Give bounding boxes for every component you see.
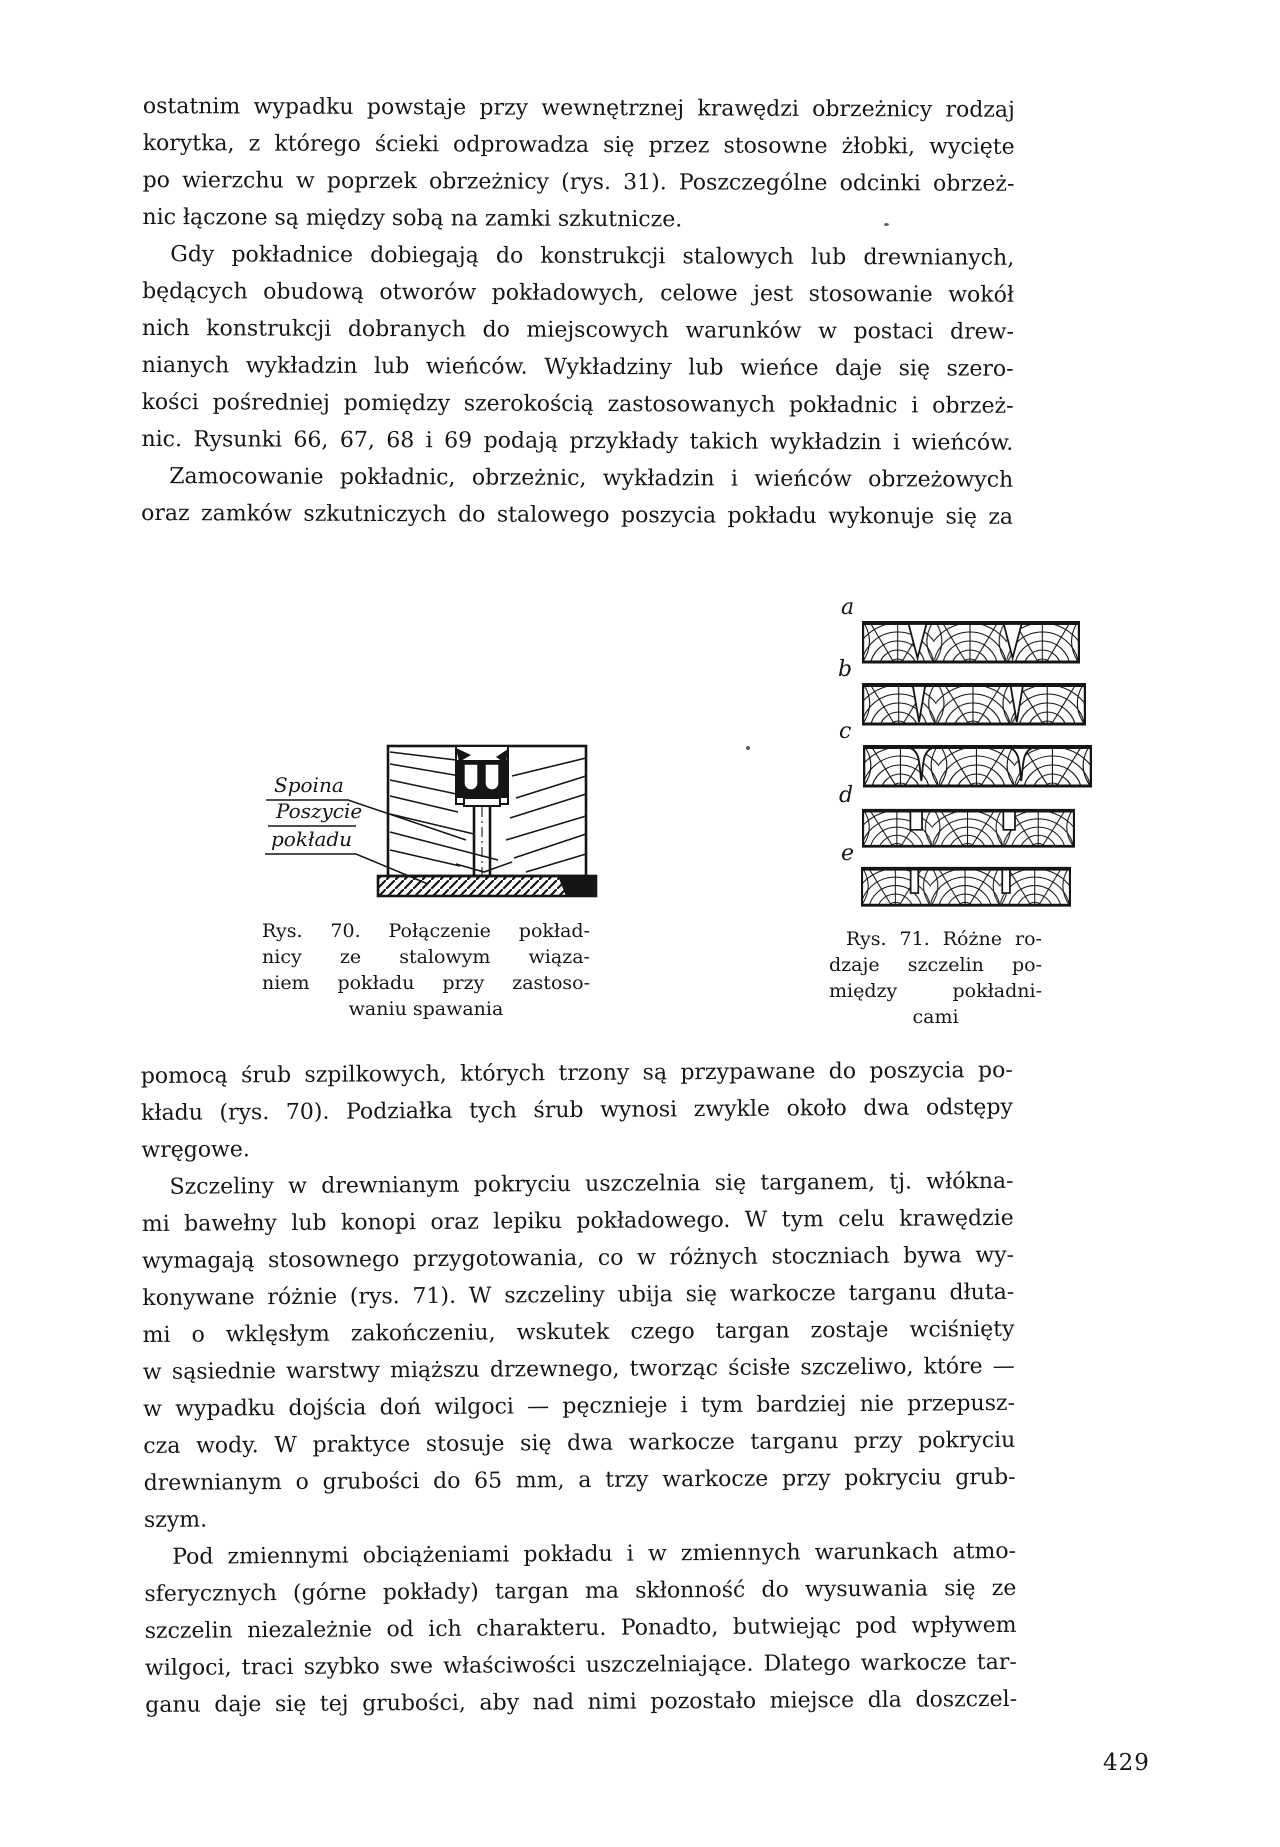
text-line: w sąsiednie warstwy miąższu drzewnego, tworząc ścisłe szczeliwo, które —: [142, 1353, 1015, 1386]
fig71-strip-e: [861, 865, 1071, 908]
fig70-label-poszycie: Poszycie: [276, 799, 363, 823]
scan-speck: [746, 746, 750, 750]
text-line: wilgoci, traci szybko swe właściwości uszczelniające. Dlatego warkocze tar-: [144, 1649, 1017, 1681]
text-line: będących obudową otworów pokładowych, celowe jest stosowanie wokół: [142, 278, 1015, 308]
text-line: nich konstrukcji dobranych do miejscowych warunków w postaci drew-: [141, 315, 1014, 345]
text-line: Pod zmiennymi obciążeniami pokładu i w zmiennych warunkach atmo-: [172, 1538, 1017, 1570]
fig71-row-label: a: [841, 595, 855, 620]
figure-71: [836, 596, 1092, 912]
text-line: nic. Rysunki 66, 67, 68 i 69 podają przykłady takich wykładzin i wieńców.: [141, 426, 1014, 456]
text-line: nic łączone są między sobą na zamki szkutnicze.: [142, 204, 683, 233]
text-line: mi bawełny lub konopi oraz lepiku pokładowego. W tym celu krawędzie: [141, 1205, 1014, 1238]
caption-line: waniu spawania: [348, 998, 504, 1020]
text-line: szym.: [143, 1507, 208, 1533]
text-line: wręgowe.: [141, 1137, 250, 1164]
text-line: drewnianym o grubości do 65 mm, a trzy warkocze przy pokryciu grub-: [143, 1464, 1016, 1496]
fig71-strip-c: [863, 743, 1092, 789]
caption-line: cami: [912, 1006, 959, 1028]
body-text-upper: [141, 88, 1015, 536]
text-line: kładu (rys. 70). Podziałka tych śrub wynosi zwykle około dwa odstępy: [140, 1094, 1014, 1127]
page-number: 429: [1103, 1750, 1150, 1776]
text-line: korytka, z którego ścieki odprowadza się przez stosowne żłobki, wycięte: [142, 130, 1015, 160]
text-line: pomocą śrub szpilkowych, których trzony są przypawane do poszycia po-: [140, 1057, 1013, 1090]
fig70-caption: [262, 918, 590, 1022]
fig71-row-label: d: [839, 783, 854, 808]
fig71-strip-b: [862, 681, 1086, 727]
fig71-strip-a: [862, 619, 1080, 665]
text-line: konywane różnie (rys. 71). W szczeliny ubija się warkocze targanu dłuta-: [142, 1279, 1015, 1312]
fig71-row-label: e: [841, 841, 855, 866]
figure-70: [260, 736, 600, 906]
text-line: Zamocowanie pokładnic, obrzeżnic, wykładzin i wieńców obrzeżowych: [169, 464, 1014, 493]
steel-plate: [378, 876, 596, 896]
text-line: w wypadku dojścia doń wilgoci — pęcznieje i tym bardziej nie przepusz-: [143, 1390, 1016, 1422]
text-line: oraz zamków szkutniczych do stalowego poszycia pokładu wykonuje się za: [141, 500, 1014, 530]
fig71-row-label: b: [838, 657, 853, 682]
caption-line: dzaje szczelin po-: [829, 954, 1042, 976]
text-line: Gdy pokładnice dobiegają do konstrukcji stalowych lub drewnianych,: [170, 242, 1015, 271]
text-line: nianych wykładzin lub wieńców. Wykładziny lub wieńce daje się szero-: [141, 352, 1014, 382]
caption-line: między pokładni-: [829, 980, 1042, 1002]
fig70-label-spoina: Spoina: [274, 773, 344, 797]
text-line: cza wody. W praktyce stosuje się dwa warkocze targanu przy pokryciu: [143, 1427, 1016, 1459]
text-line: mi o wklęsłym zakończeniu, wskutek czego targan zostaje wciśnięty: [142, 1316, 1015, 1349]
text-line: kości pośredniej pomiędzy szerokością zastosowanych pokładnic i obrzeż-: [141, 389, 1014, 419]
text-line: ganu daje się tej grubości, aby nad nimi pozostało miejsce dla doszczel-: [145, 1686, 1018, 1718]
fig71-row-label: c: [839, 719, 852, 744]
caption-line: Rys. 71. Różne ro-: [846, 928, 1042, 950]
caption-line: Rys. 70. Połączenie pokład-: [262, 920, 590, 942]
caption-line: nicy ze stalowym wiąza-: [262, 946, 590, 968]
fig71-strip-d: [862, 807, 1075, 849]
text-line: ostatnim wypadku powstaje przy wewnętrznej krawędzi obrzeżnicy rodzaj: [142, 93, 1015, 123]
body-text-lower: [141, 1052, 1018, 1724]
text-line: sferycznych (górne pokłady) targan ma skłonność do wysuwania się ze: [144, 1575, 1017, 1607]
text-line: po wierzchu w poprzek obrzeżnicy (rys. 31). Poszczególne odcinki obrzeż-: [142, 167, 1015, 197]
scan-speck: [884, 223, 889, 226]
text-line: Szczeliny w drewnianym pokryciu uszczelnia się targanem, tj. włókna-: [169, 1168, 1014, 1200]
text-line: wymagają stosownego przygotowania, co w różnych stoczniach bywa wy-: [142, 1242, 1015, 1275]
caption-line: niem pokładu przy zastoso-: [262, 972, 590, 994]
text-line: szczelin niezależnie od ich charakteru. Ponadto, butwiejąc pod wpływem: [144, 1612, 1017, 1644]
fig70-label-pokladu: pokładu: [271, 827, 353, 851]
fig71-caption: [829, 926, 1042, 1030]
